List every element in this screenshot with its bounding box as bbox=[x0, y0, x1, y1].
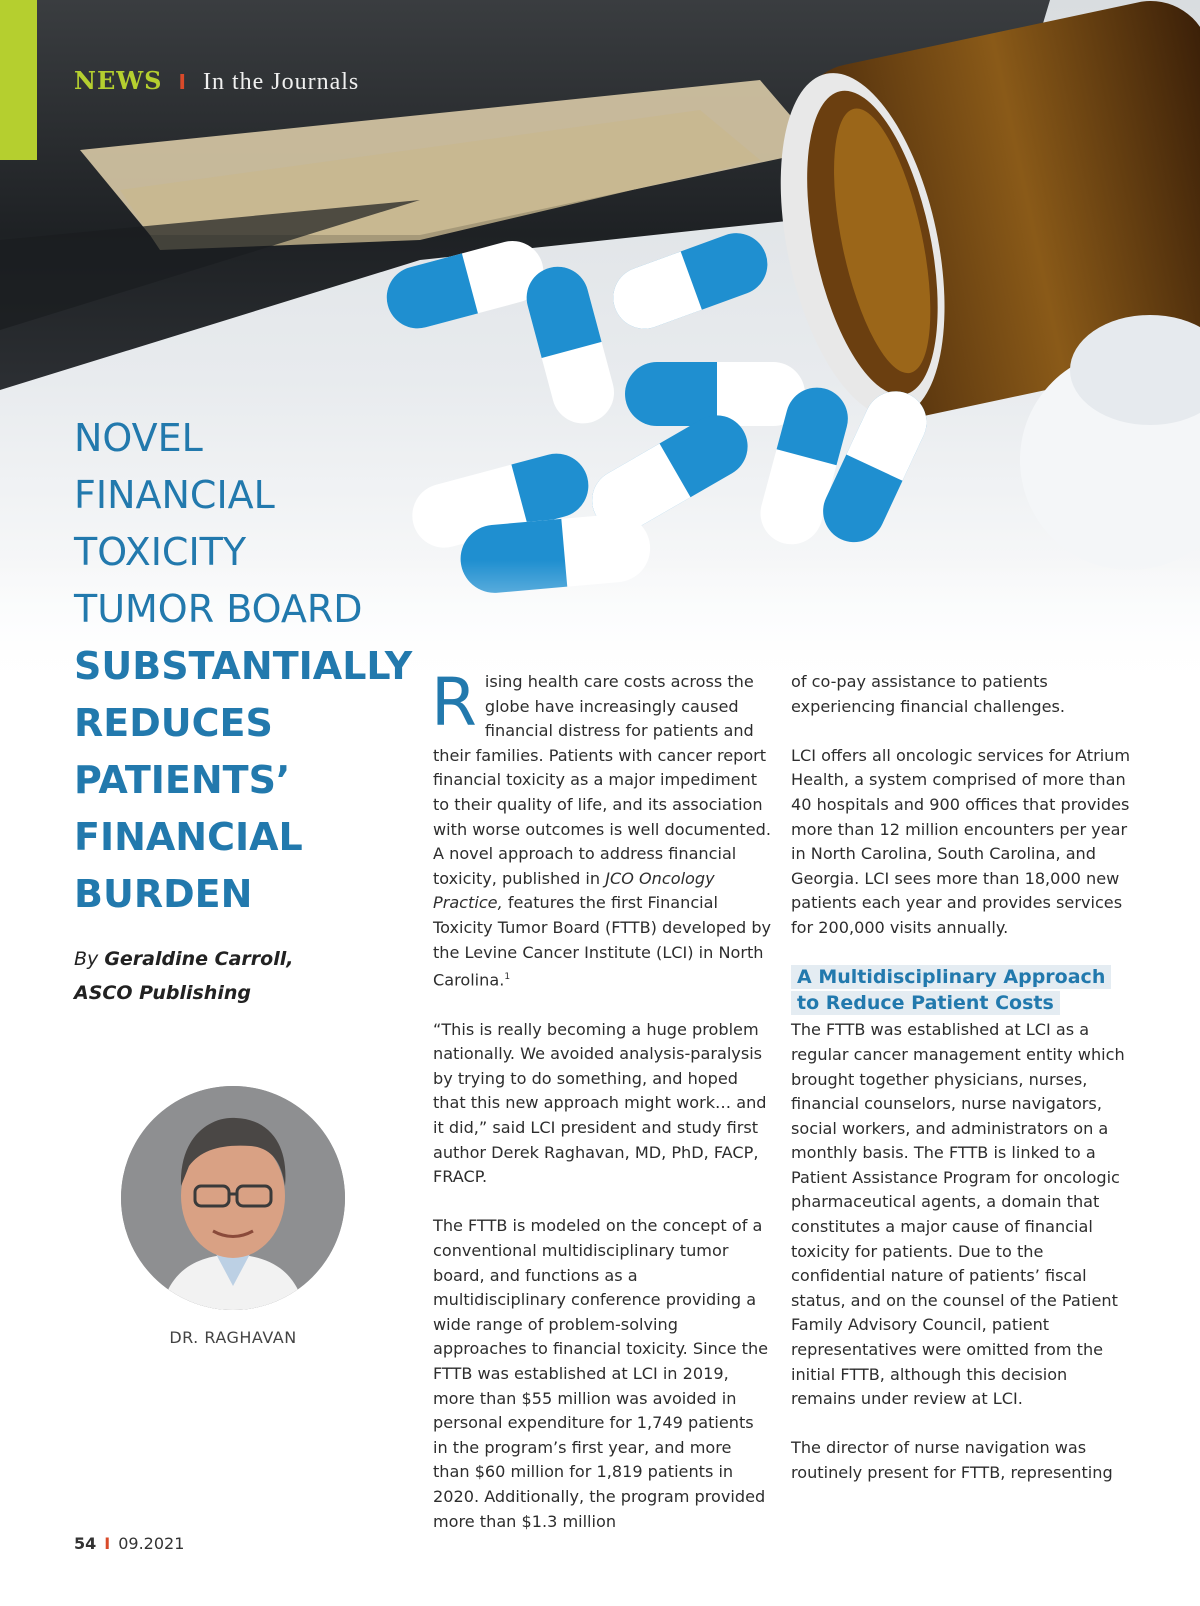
byline-author: Geraldine Carroll, bbox=[104, 948, 294, 970]
section-label: NEWS bbox=[74, 66, 163, 95]
subsection-label: In the Journals bbox=[202, 69, 360, 95]
paragraph: LCI offers all oncologic services for Atrium Health, a system comprised of more than 40 hospitals and 900 offices that provides more than 12 million encounters per year in North Carolina, South Carolina, and Georgia. LCI sees more than 18,000 new patients each year and provides services for 200,000 visits annually. bbox=[791, 745, 1131, 937]
headline-line-bold: SUBSTANTIALLY bbox=[74, 644, 413, 688]
subheading-line: to Reduce Patient Costs bbox=[791, 991, 1060, 1015]
headline-line: FINANCIAL bbox=[74, 473, 275, 517]
paragraph-text: features the first Financial Toxicity Tumor Board (FTTB) developed by the Levine Cancer Institute (LCI) in North Carolina. bbox=[433, 893, 772, 990]
issue-date: 09.2021 bbox=[118, 1534, 185, 1553]
headline-line-bold: REDUCES bbox=[74, 701, 273, 745]
headline-line: TUMOR BOARD bbox=[74, 587, 363, 631]
footer-separator: I bbox=[104, 1534, 111, 1553]
body-column-1 bbox=[431, 664, 773, 1559]
paragraph: of co-pay assistance to patients experiencing financial challenges. bbox=[791, 672, 1066, 716]
section-subheading bbox=[791, 965, 1131, 1016]
headline-line: TOXICITY bbox=[74, 530, 247, 574]
paragraph: The FTTB was established at LCI as a regular cancer management entity which brought together physicians, nurses, financial counselors, nurse navigators, social workers, and administrators on a monthly basis. The FTTB is linked to a Patient Assistance Program for oncologic pharmaceutical agents, a domain that constitutes a major cause of financial toxicity for patients. Due to the confidential nature of patients’ fiscal status, and on the counsel of the Patient Family Advisory Council, patient representatives were omitted from the initial FTTB, although this decision remains under review at LCI. bbox=[791, 1020, 1125, 1409]
reference-marker: 1 bbox=[504, 972, 511, 983]
section-tag bbox=[74, 66, 359, 96]
section-color-tab bbox=[0, 0, 37, 160]
page-footer bbox=[74, 1534, 184, 1553]
byline-prefix: By bbox=[74, 948, 99, 970]
paragraph: The FTTB is modeled on the concept of a conventional multidisciplinary tumor board, and functions as a multidisciplinary conference providing a wide range of problem-solving approaches to financial toxicity. Since the FTTB was established at LCI in 2019, more than $55 million was avoided in personal expenditure for 1,749 patients in the program’s first year, and more than $60 million for 1,819 patients in 2020. Additionally, the program provided more than $1.3 million bbox=[433, 1216, 769, 1531]
headline-line-bold: BURDEN bbox=[74, 872, 253, 916]
byline bbox=[74, 942, 293, 1010]
paragraph-text: ising health care costs across the globe have increasingly caused financial distress for patients and their families. Patients with cancer report financial toxicity as a major impediment to their quality of life, and its association with worse outcomes is well documented. A novel approach to address financial toxicity, published in bbox=[433, 672, 771, 888]
paragraph: The director of nurse navigation was routinely present for FTTB, representing bbox=[791, 1438, 1113, 1482]
body-column-2 bbox=[791, 670, 1131, 1510]
author-portrait-photo bbox=[121, 1086, 345, 1310]
page-number: 54 bbox=[74, 1534, 97, 1553]
byline-publisher: ASCO Publishing bbox=[74, 982, 251, 1004]
photo-caption: DR. RAGHAVAN bbox=[169, 1328, 297, 1347]
journal-title: JCO Oncology Practice, bbox=[433, 868, 715, 913]
subheading-line: A Multidisciplinary Approach bbox=[791, 965, 1111, 989]
paragraph bbox=[431, 664, 773, 993]
headline-line-bold: FINANCIAL bbox=[74, 815, 303, 859]
drop-cap: R bbox=[431, 664, 477, 741]
headline-line-bold: PATIENTS’ bbox=[74, 758, 291, 802]
section-separator: I bbox=[178, 70, 187, 94]
article-headline bbox=[74, 410, 414, 923]
headline-line: NOVEL bbox=[74, 416, 203, 460]
paragraph: “This is really becoming a huge problem nationally. We avoided analysis-paralysis by trying to do something, and hoped that this new approach might work… and it did,” said LCI president and study first author Derek Raghavan, MD, PhD, FACP, FRACP. bbox=[433, 1019, 767, 1187]
